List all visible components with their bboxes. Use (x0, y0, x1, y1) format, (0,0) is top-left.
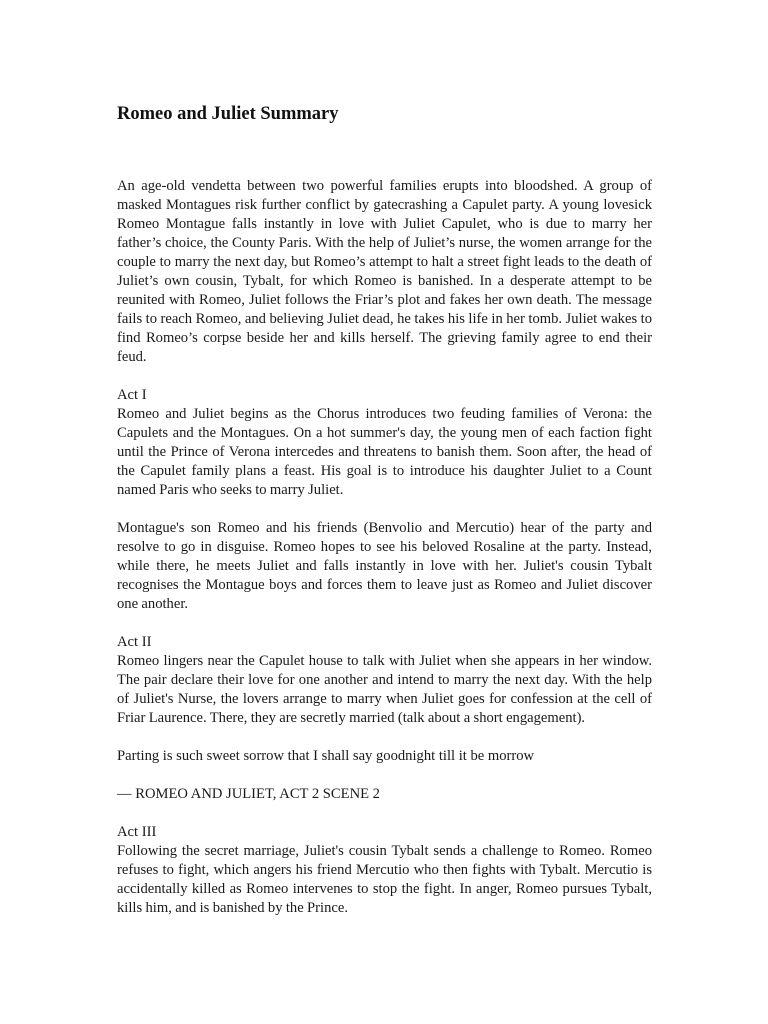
quote-text: Parting is such sweet sorrow that I shall say goodnight till it be morrow (117, 748, 535, 764)
act-2-paragraph-1: Romeo lingers near the Capulet house to talk with Juliet when she appears in her window. The pair declare their love for one another and intend to marry the next day. With the help of Juliet's Nurse, the lovers arrange to marry when Juliet goes for confession at the cell of Friar Laurence. There, they are secretly married (talk about a short engagement). (117, 653, 652, 726)
intro-paragraph: An age-old vendetta between two powerful families erupts into bloodshed. A group of masked Montagues risk further conflict by gatecrashing a Capulet party. A young lovesick Romeo Montague falls instantly in love with Juliet Capulet, who is due to marry her father’s choice, the County Paris. With the help of Juliet’s nurse, the women arrange for the couple to marry the next day, but Romeo’s attempt to halt a street fight leads to the death of Juliet’s own cousin, Tybalt, for which Romeo is banished. In a desperate attempt to be reunited with Romeo, Juliet follows the Friar’s plot and fakes her own death. The message fails to reach Romeo, and believing Juliet dead, he takes his life in her tomb. Juliet wakes to find Romeo’s corpse beside her and kills herself. The grieving family agree to end their feud. (117, 178, 652, 365)
act-3-paragraph-1: Following the secret marriage, Juliet's cousin Tybalt sends a challenge to Romeo. Romeo refuses to fight, which angers his friend Mercutio who then fights with Tybalt. Mercutio is accidentally killed as Romeo intervenes to stop the fight. In anger, Romeo pursues Tybalt, kills him, and is banished by the Prince. (117, 843, 652, 916)
page-title: Romeo and Juliet Summary (117, 104, 339, 124)
act-2-heading: Act II (117, 634, 152, 650)
act-1-heading: Act I (117, 387, 147, 403)
document-page (117, 101, 652, 937)
act-1-paragraph-1: Romeo and Juliet begins as the Chorus introduces two feuding families of Verona: the Capulets and the Montagues. On a hot summer's day, the young men of each faction fight until the Prince of Verona intercedes and threatens to banish them. Soon after, the head of the Capulet family plans a feast. His goal is to introduce his daughter Juliet to a Count named Paris who seeks to marry Juliet. (117, 406, 652, 498)
act-3-heading: Act III (117, 824, 157, 840)
quote-attribution: — ROMEO AND JULIET, ACT 2 SCENE 2 (117, 786, 380, 802)
act-1-paragraph-2: Montague's son Romeo and his friends (Benvolio and Mercutio) hear of the party and resolve to go in disguise. Romeo hopes to see his beloved Rosaline at the party. Instead, while there, he meets Juliet and falls instantly in love with her. Juliet's cousin Tybalt recognises the Montague boys and forces them to leave just as Romeo and Juliet discover one another. (117, 520, 652, 612)
